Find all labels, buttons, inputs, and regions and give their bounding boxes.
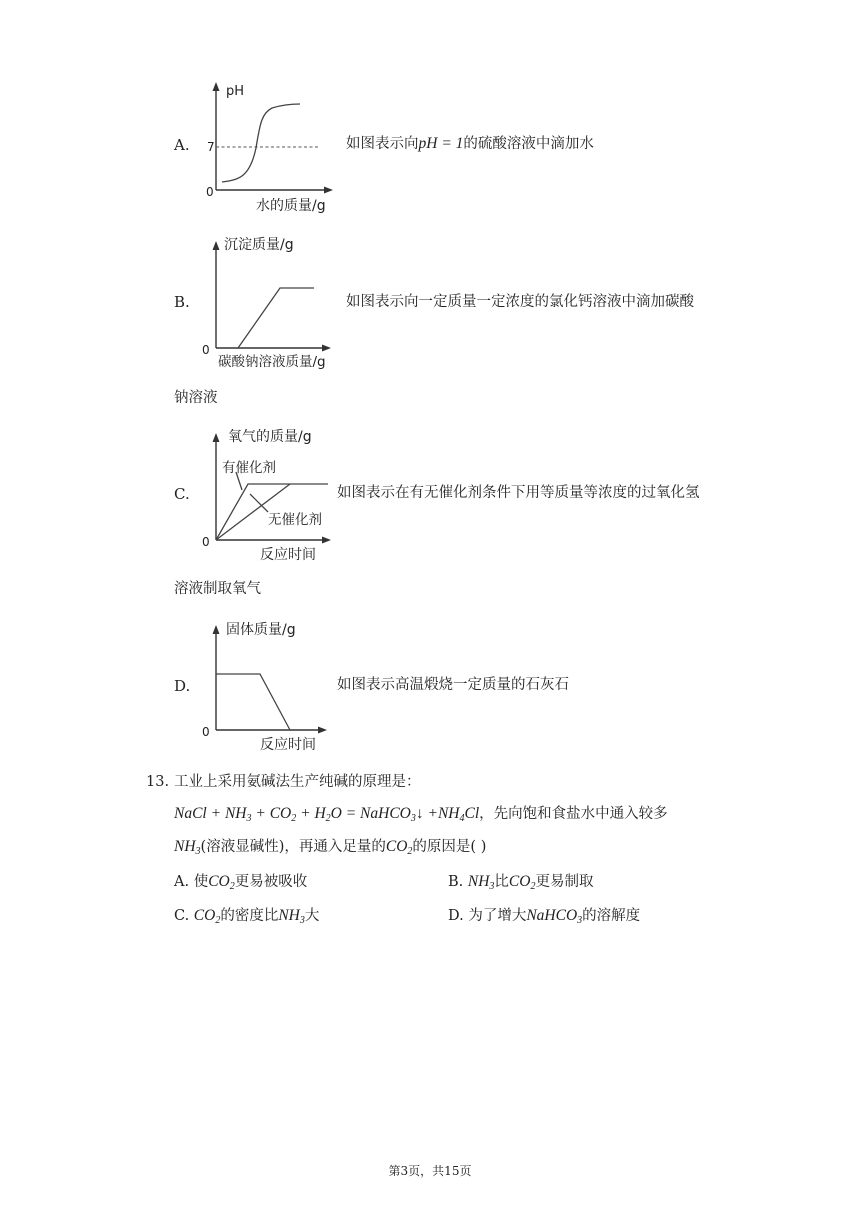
- graph-b: [198, 232, 348, 372]
- graph-a: [200, 78, 340, 218]
- choice-a-pre: 使: [193, 874, 209, 890]
- origin-label: 0: [206, 185, 214, 199]
- x-label: 水的质量/g: [256, 198, 326, 214]
- choice-b-mid: 比: [494, 874, 509, 890]
- question-line-3-b: 的原因是( ): [412, 839, 487, 855]
- choice-a-post: 更易被吸收: [234, 874, 308, 890]
- choice-a-letter: A.: [174, 874, 190, 890]
- option-c-letter: C.: [174, 485, 190, 503]
- choice-b-post: 更易制取: [535, 874, 594, 890]
- origin-label: 0: [202, 343, 210, 357]
- question-line-1: 工业上采用氨碱法生产纯碱的原理是：: [174, 774, 421, 790]
- choice-c-mid: 的密度比: [220, 908, 279, 924]
- choice-c-letter: C.: [174, 908, 190, 924]
- option-d-letter: D.: [174, 677, 191, 695]
- option-a-math: pH = 1: [418, 135, 464, 152]
- x-label: 反应时间: [260, 737, 316, 753]
- choice-c-post: 大: [304, 908, 320, 924]
- y-label: pH: [226, 84, 245, 99]
- option-d-description: 如图表示高温煅烧一定质量的石灰石: [337, 677, 569, 693]
- option-a-description: [346, 134, 594, 154]
- precipitate-line: [238, 288, 314, 348]
- page-footer: 第3页，共15页: [388, 1164, 472, 1178]
- choice-d-post: 的溶解度: [582, 908, 641, 924]
- x-label: 碳酸钠溶液质量/g: [218, 354, 326, 370]
- choice-d-formula: NaHCO$_3$: [526, 907, 583, 926]
- choice-c[interactable]: [174, 906, 319, 931]
- y-axis-arrow: [213, 241, 220, 250]
- ph-curve: [222, 104, 300, 182]
- question-line-2-suffix: ，先向饱和食盐水中通入较多: [479, 806, 668, 822]
- question-line-3-a: (溶液显碱性)，再通入足量的: [200, 839, 386, 855]
- nh3-formula: $NH_3$: [174, 838, 201, 857]
- question-number: 13.: [146, 774, 170, 790]
- choice-b-letter: B.: [448, 874, 464, 890]
- x-axis-arrow: [322, 345, 331, 352]
- option-a-suffix: 的硫酸溶液中滴加水: [463, 136, 594, 152]
- choice-d[interactable]: [448, 906, 640, 931]
- graph-d: [198, 614, 338, 756]
- y-label: 沉淀质量/g: [224, 237, 294, 253]
- option-c-description: 如图表示在有无催化剂条件下用等质量等浓度的过氧化氢: [337, 485, 700, 501]
- no-catalyst-label: 无催化剂: [268, 512, 322, 528]
- option-a-prefix: 如图表示向: [346, 136, 419, 152]
- choice-d-pre: 为了增大: [468, 908, 527, 924]
- origin-label: 0: [202, 725, 210, 739]
- x-axis-arrow: [318, 727, 327, 734]
- choice-b[interactable]: [448, 872, 593, 897]
- graph-c: [198, 424, 343, 566]
- y-axis-arrow: [213, 625, 220, 634]
- option-a-letter: A.: [174, 136, 190, 154]
- choice-a-formula: $CO_2$: [208, 873, 235, 892]
- y-axis-arrow: [213, 82, 220, 91]
- choice-b-formula-2: $CO_2$: [508, 873, 536, 892]
- option-c-continuation: 溶液制取氧气: [174, 581, 261, 597]
- question-line-3: [174, 837, 486, 862]
- x-axis-arrow: [324, 187, 333, 194]
- choice-d-letter: D.: [448, 908, 464, 924]
- question-equation-line: [174, 804, 668, 829]
- option-b-description: 如图表示向一定质量一定浓度的氯化钙溶液中滴加碳酸: [346, 294, 694, 310]
- y-tick-7: 7: [207, 140, 215, 154]
- option-b-letter: B.: [174, 293, 190, 311]
- x-axis-arrow: [322, 537, 331, 544]
- reaction-equation: NaCl + $NH_3 + CO_2 + H_2O$ = NaHCO$_3$↓ $+NH_4Cl$: [174, 805, 480, 824]
- y-label: 氧气的质量/g: [228, 429, 312, 445]
- option-b-continuation: 钠溶液: [174, 390, 218, 406]
- solid-mass-line: [216, 674, 290, 730]
- x-label: 反应时间: [260, 547, 316, 563]
- choice-a[interactable]: [174, 872, 307, 897]
- choice-c-formula-1: $CO_2$: [193, 907, 221, 926]
- origin-label: 0: [202, 535, 210, 549]
- y-axis-arrow: [213, 433, 220, 442]
- catalyst-label: 有催化剂: [222, 460, 276, 476]
- y-label: 固体质量/g: [226, 622, 296, 638]
- co2-formula: $CO_2$: [385, 838, 413, 857]
- choice-c-formula-2: $NH_3$: [278, 907, 305, 926]
- choice-b-formula-1: $NH_3$: [467, 873, 495, 892]
